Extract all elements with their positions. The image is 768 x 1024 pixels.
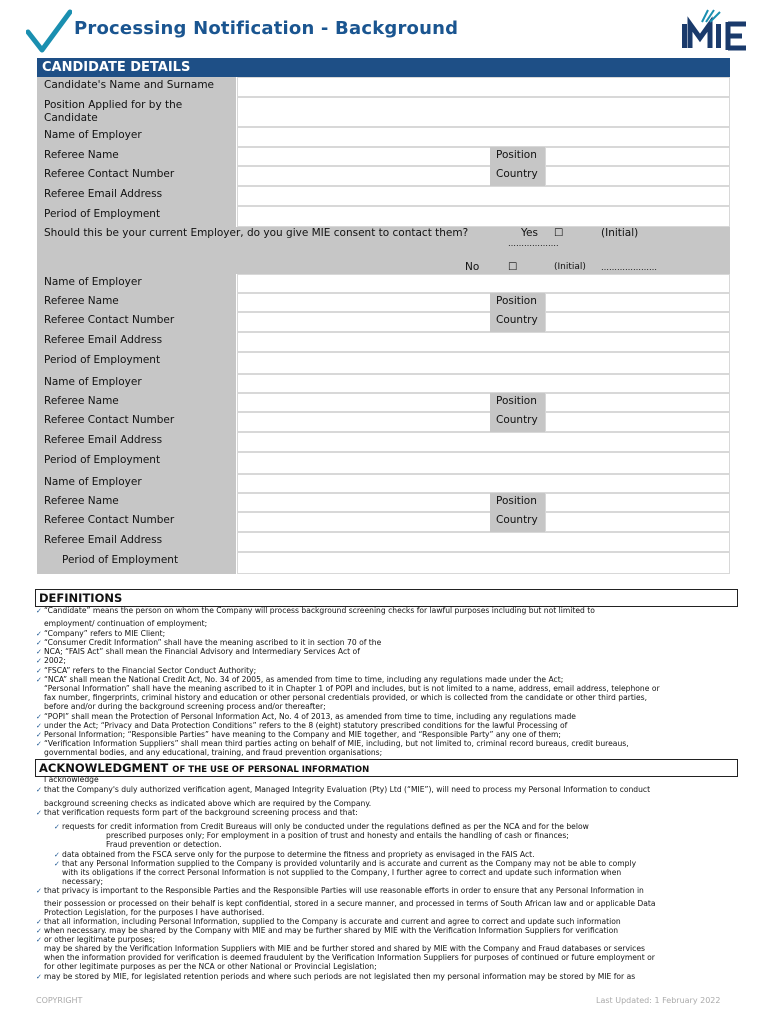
check-bullet-icon: ✓ — [54, 823, 60, 831]
acknowledgment-line: that privacy is important to the Responsible Parties and the Responsible Parties will use reasonable efforts in order to ensure that any Personal Information in — [44, 886, 644, 895]
employer-field[interactable] — [237, 374, 730, 393]
yes-checkbox[interactable]: ☐ — [554, 227, 564, 239]
consent-question: Should this be your current Employer, do you give MIE consent to contact them? — [44, 227, 469, 239]
check-bullet-icon: ✓ — [36, 667, 42, 675]
acknowledgment-line: or other legitimate purposes; — [44, 935, 156, 944]
definition-line: “FSCA” refers to the Financial Sector Conduct Authority; — [44, 666, 257, 675]
check-bullet-icon: ✓ — [36, 676, 42, 684]
referee-name-label: Referee Name — [37, 393, 236, 412]
referee-contact-label: Referee Contact Number — [37, 166, 236, 186]
mie-logo — [680, 8, 752, 52]
acknowledgment-title: ACKNOWLEDGMENT — [39, 761, 169, 775]
check-bullet-icon: ✓ — [36, 657, 42, 665]
position-label: Position — [490, 147, 545, 166]
period-field[interactable] — [237, 352, 730, 374]
initial-label: (Initial) — [554, 262, 586, 272]
candidate-details-heading: CANDIDATE DETAILS — [37, 58, 730, 77]
acknowledgment-line: when necessary. may be shared by the Company with MIE and may be further shared by MIE with the Verification Information Suppliers for verification — [44, 926, 619, 935]
referee-email-field[interactable] — [237, 186, 730, 206]
position-label: Position — [490, 493, 545, 512]
employer-label: Name of Employer — [37, 274, 236, 293]
acknowledgment-line: Fraud prevention or detection. — [106, 840, 222, 849]
country-label: Country — [490, 412, 545, 432]
country-field[interactable] — [545, 166, 730, 186]
definition-line: NCA; “FAIS Act” shall mean the Financial Advisory and Intermediary Services Act of — [44, 647, 360, 656]
position-field[interactable] — [545, 493, 730, 512]
initial-label: (Initial) — [601, 227, 639, 239]
country-field[interactable] — [545, 312, 730, 332]
referee-email-field[interactable] — [237, 332, 730, 352]
position-field[interactable] — [545, 147, 730, 166]
acknowledgment-line: may be shared by the Verification Information Suppliers with MIE and be further stored and shared by MIE with the Company and Fraud databases or services — [44, 944, 645, 953]
employer-label: Name of Employer — [37, 474, 236, 493]
position-applied-row — [37, 97, 730, 127]
employer-label: Name of Employer — [37, 374, 236, 393]
acknowledgment-line: their possession or processed on their behalf is kept confidential, stored in a secure manner, and processed in terms of South African law and or applicable Data — [44, 899, 656, 908]
position-field[interactable] — [545, 293, 730, 312]
employer-field[interactable] — [237, 274, 730, 293]
check-bullet-icon: ✓ — [36, 809, 42, 817]
acknowledgment-subtitle: OF THE USE OF PERSONAL INFORMATION — [172, 765, 370, 775]
referee-contact-label: Referee Contact Number — [37, 412, 236, 432]
definition-line: “Company” refers to MIE Client; — [44, 629, 166, 638]
referee-email-label: Referee Email Address — [37, 186, 236, 206]
position-field[interactable] — [545, 393, 730, 412]
referee-name-label: Referee Name — [37, 493, 236, 512]
check-bullet-icon: ✓ — [36, 786, 42, 794]
acknowledgment-line: when the information provided for verification is deemed fraudulent by the Verification Information Suppliers for purposes of continued or future employment or — [44, 953, 655, 962]
referee-email-label: Referee Email Address — [37, 532, 236, 552]
referee-name-label: Referee Name — [37, 293, 236, 312]
check-bullet-icon: ✓ — [36, 630, 42, 638]
acknowledgment-line: that any Personal Information supplied to the Company is provided voluntarily and is accurate and current as the Company may not be able to comply — [62, 859, 637, 868]
employer-field[interactable] — [237, 474, 730, 493]
country-field[interactable] — [545, 412, 730, 432]
definition-line: employment/ continuation of employment; — [44, 619, 208, 628]
referee-email-field[interactable] — [237, 532, 730, 552]
definition-line: “NCA” shall mean the National Credit Act, No. 34 of 2005, as amended from time to time, including any regulations made under the Act; — [44, 675, 564, 684]
definition-line: 2002; — [44, 656, 66, 665]
checkmark-logo-icon — [26, 8, 72, 54]
acknowledgment-line: may be stored by MIE, for legislated retention periods and where such periods are not legislated then my personal information may be stored by MIE for as — [44, 972, 636, 981]
acknowledgment-line: with its obligations if the correct Personal Information is not supplied to the Company, I further agree to correct and update such information when — [62, 868, 622, 877]
position-applied-label: Position Applied for by the Candidate — [37, 97, 236, 127]
acknowledgment-line: requests for credit information from Credit Bureaus will only be conducted under the regulations defined as per the NCA and for the below — [62, 822, 589, 831]
check-bullet-icon: ✓ — [36, 887, 42, 895]
position-label: Position — [490, 293, 545, 312]
check-bullet-icon: ✓ — [36, 648, 42, 656]
employer-label: Name of Employer — [37, 127, 236, 147]
footer-copyright: COPYRIGHT — [36, 996, 83, 1005]
referee-contact-label: Referee Contact Number — [37, 312, 236, 332]
period-label: Period of Employment — [37, 352, 236, 374]
check-bullet-icon: ✓ — [36, 722, 42, 730]
referee-email-label: Referee Email Address — [37, 432, 236, 452]
page-title: Processing Notification - Background — [74, 18, 459, 39]
check-bullet-icon: ✓ — [36, 918, 42, 926]
country-label: Country — [490, 166, 545, 186]
period-label: Period of Employment — [37, 552, 236, 574]
definition-line: Personal Information; “Responsible Parties” have meaning to the Company and MIE together, and “Responsible Party” any one of them; — [44, 730, 561, 739]
acknowledgment-line: necessary; — [62, 877, 104, 886]
check-bullet-icon: ✓ — [54, 851, 60, 859]
definitions-heading: DEFINITIONS — [35, 589, 738, 607]
check-bullet-icon: ✓ — [36, 927, 42, 935]
employer-field[interactable] — [237, 127, 730, 147]
candidate-name-label: Candidate's Name and Surname — [37, 77, 236, 97]
referee-email-field[interactable] — [237, 432, 730, 452]
check-bullet-icon: ✓ — [36, 973, 42, 981]
check-bullet-icon: ✓ — [36, 936, 42, 944]
check-bullet-icon: ✓ — [36, 713, 42, 721]
acknowledgment-heading — [35, 759, 738, 777]
no-label: No — [465, 261, 480, 273]
check-bullet-icon: ✓ — [36, 731, 42, 739]
period-field[interactable] — [237, 552, 730, 574]
country-label: Country — [490, 512, 545, 532]
footer-last-updated: Last Updated: 1 February 2022 — [596, 996, 721, 1005]
check-bullet-icon: ✓ — [36, 639, 42, 647]
period-label: Period of Employment — [37, 452, 236, 474]
referee-name-label: Referee Name — [37, 147, 236, 166]
definition-line: under the Act; “Privacy and Data Protection Conditions” refers to the 8 (eight) statutory prescribed conditions for the lawful Processing of — [44, 721, 568, 730]
period-field[interactable] — [237, 452, 730, 474]
definition-line: before and/or during the background screening process and/or thereafter; — [44, 702, 326, 711]
definition-line: “Consumer Credit Information” shall have the meaning ascribed to it in section 70 of the — [44, 638, 382, 647]
acknowledgment-line: Protection Legislation, for the purposes I have authorised. — [44, 908, 265, 917]
candidate-name-field[interactable] — [237, 77, 730, 97]
yes-initial-line[interactable]: ………………. — [508, 239, 559, 248]
period-field[interactable] — [237, 206, 730, 227]
country-field[interactable] — [545, 512, 730, 532]
yes-label: Yes — [521, 227, 538, 239]
definition-line: governmental bodies, and any educational, training, and fraud prevention organisations; — [44, 748, 383, 757]
definition-line: “Personal Information” shall have the meaning ascribed to it in Chapter 1 of POPI and includes, but is not limited to a name, address, email address, telephone or — [44, 684, 660, 693]
definition-line: “POPI” shall mean the Protection of Personal Information Act, No. 4 of 2013, as amended from time to time, including any regulations made — [44, 712, 576, 721]
acknowledgment-line: prescribed purposes only; For employment in a position of trust and honesty and entails the handling of cash or finances; — [106, 831, 569, 840]
acknowledgment-line: background screening checks as indicated above which are required by the Company. — [44, 799, 372, 808]
acknowledgment-line: for other legitimate purposes as per the NCA or other National or Provincial Legislation; — [44, 962, 377, 971]
acknowledgment-line: that verification requests form part of the background screening process and that: — [44, 808, 358, 817]
referee-email-label: Referee Email Address — [37, 332, 236, 352]
acknowledgment-line: that all information, including Personal Information, supplied to the Company is accurate and current and agree to correct and update such information — [44, 917, 621, 926]
acknowledgment-line: I acknowledge — [44, 775, 99, 784]
check-bullet-icon: ✓ — [54, 860, 60, 868]
acknowledgment-line: data obtained from the FSCA serve only for the purpose to determine the fitness and propriety as envisaged in the FAIS Act. — [62, 850, 535, 859]
check-bullet-icon: ✓ — [36, 607, 42, 615]
consent-question-row — [37, 227, 730, 274]
period-label: Period of Employment — [37, 206, 236, 227]
acknowledgment-line: that the Company's duly authorized verification agent, Managed Integrity Evaluation (Pty) Ltd (“MIE”), will need to process my Personal Information to conduct — [44, 785, 651, 794]
no-initial-line[interactable]: ………………… — [601, 263, 657, 272]
candidate-name-row — [37, 77, 730, 97]
country-label: Country — [490, 312, 545, 332]
referee-contact-label: Referee Contact Number — [37, 512, 236, 532]
position-label: Position — [490, 393, 545, 412]
definition-line: “Verification Information Suppliers” shall mean third parties acting on behalf of MIE, including, but not limited to, criminal record bureaus, credit bureaus, — [44, 739, 629, 748]
definition-line: fax number, fingerprints, criminal history and education or other personal credentials provided, or which is collected from the candidate or other third parties, — [44, 693, 648, 702]
no-checkbox[interactable]: ☐ — [508, 261, 518, 273]
check-bullet-icon: ✓ — [36, 740, 42, 748]
definition-line: “Candidate” means the person on whom the Company will process background screening checks for lawful purposes including but not limited to — [44, 606, 595, 615]
position-applied-field[interactable] — [237, 97, 730, 127]
